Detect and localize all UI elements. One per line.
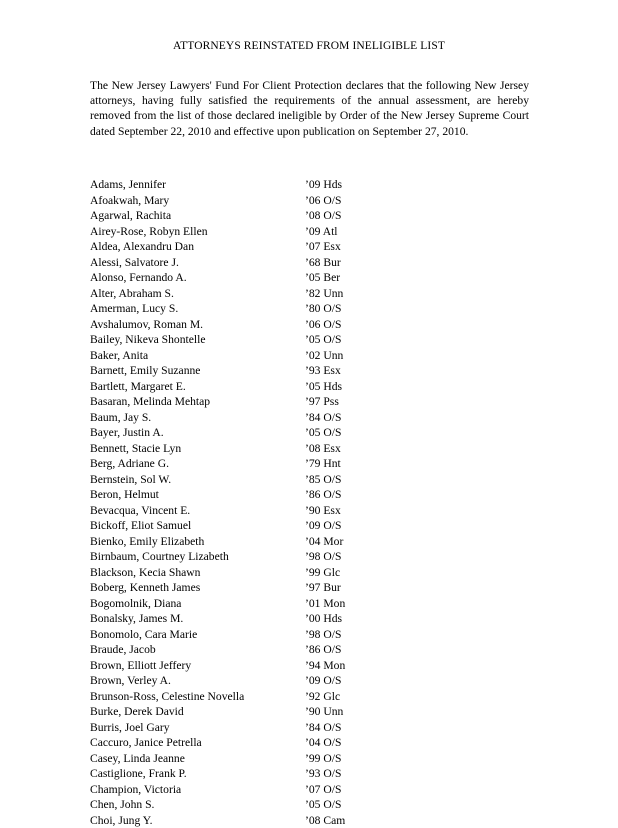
admission-year-county: ’07 O/S bbox=[305, 782, 341, 798]
list-item bbox=[90, 797, 530, 813]
attorney-name: Alessi, Salvatore J. bbox=[90, 255, 179, 271]
attorney-name: Boberg, Kenneth James bbox=[90, 580, 200, 596]
list-item bbox=[90, 208, 530, 224]
attorney-name: Blackson, Kecia Shawn bbox=[90, 565, 200, 581]
list-item bbox=[90, 270, 530, 286]
admission-year-county: ’79 Hnt bbox=[305, 456, 341, 472]
admission-year-county: ’99 O/S bbox=[305, 751, 341, 767]
list-item bbox=[90, 177, 530, 193]
admission-year-county: ’98 O/S bbox=[305, 549, 341, 565]
list-item bbox=[90, 627, 530, 643]
attorney-name: Adams, Jennifer bbox=[90, 177, 166, 193]
attorney-name: Alonso, Fernando A. bbox=[90, 270, 187, 286]
admission-year-county: ’85 O/S bbox=[305, 472, 341, 488]
admission-year-county: ’05 O/S bbox=[305, 332, 341, 348]
list-item bbox=[90, 596, 530, 612]
list-item bbox=[90, 286, 530, 302]
list-item bbox=[90, 379, 530, 395]
attorney-name: Brown, Elliott Jeffery bbox=[90, 658, 191, 674]
admission-year-county: ’05 Hds bbox=[305, 379, 342, 395]
list-item bbox=[90, 239, 530, 255]
admission-year-county: ’04 Mor bbox=[305, 534, 343, 550]
list-item bbox=[90, 472, 530, 488]
attorney-name: Bartlett, Margaret E. bbox=[90, 379, 186, 395]
admission-year-county: ’08 Cam bbox=[305, 813, 345, 828]
attorney-name: Basaran, Melinda Mehtap bbox=[90, 394, 210, 410]
attorney-name: Alter, Abraham S. bbox=[90, 286, 174, 302]
list-item bbox=[90, 193, 530, 209]
admission-year-county: ’97 Bur bbox=[305, 580, 341, 596]
admission-year-county: ’04 O/S bbox=[305, 735, 341, 751]
attorney-name: Bailey, Nikeva Shontelle bbox=[90, 332, 205, 348]
list-item bbox=[90, 565, 530, 581]
list-item bbox=[90, 394, 530, 410]
list-item bbox=[90, 658, 530, 674]
admission-year-county: ’09 Atl bbox=[305, 224, 338, 240]
attorney-name: Baum, Jay S. bbox=[90, 410, 151, 426]
attorney-name: Aldea, Alexandru Dan bbox=[90, 239, 194, 255]
attorney-name: Champion, Victoria bbox=[90, 782, 181, 798]
attorney-name: Choi, Jung Y. bbox=[90, 813, 153, 828]
list-item bbox=[90, 735, 530, 751]
list-item bbox=[90, 534, 530, 550]
admission-year-county: ’86 O/S bbox=[305, 642, 341, 658]
list-item bbox=[90, 363, 530, 379]
attorney-name: Airey-Rose, Robyn Ellen bbox=[90, 224, 208, 240]
attorney-name: Braude, Jacob bbox=[90, 642, 156, 658]
admission-year-county: ’08 Esx bbox=[305, 441, 341, 457]
admission-year-county: ’80 O/S bbox=[305, 301, 341, 317]
intro-paragraph: The New Jersey Lawyers' Fund For Client Protection declares that the following New Jersey attorneys, having fully satisfied the requirements of the annual assessment, are hereby removed from the list of those declared ineligible by Order of the New Jersey Supreme Court dated September 22, 2010 and effective upon publication on September 27, 2010. bbox=[90, 78, 529, 139]
list-item bbox=[90, 689, 530, 705]
attorney-name: Burke, Derek David bbox=[90, 704, 184, 720]
list-item bbox=[90, 766, 530, 782]
list-item bbox=[90, 425, 530, 441]
list-item bbox=[90, 704, 530, 720]
attorney-name: Bayer, Justin A. bbox=[90, 425, 164, 441]
list-item bbox=[90, 410, 530, 426]
list-item bbox=[90, 580, 530, 596]
attorney-name: Agarwal, Rachita bbox=[90, 208, 171, 224]
admission-year-county: ’01 Mon bbox=[305, 596, 345, 612]
list-item bbox=[90, 348, 530, 364]
admission-year-county: ’00 Hds bbox=[305, 611, 342, 627]
admission-year-county: ’02 Unn bbox=[305, 348, 343, 364]
list-item bbox=[90, 518, 530, 534]
attorney-name: Amerman, Lucy S. bbox=[90, 301, 178, 317]
attorney-name: Avshalumov, Roman M. bbox=[90, 317, 203, 333]
list-item bbox=[90, 673, 530, 689]
attorney-name: Bernstein, Sol W. bbox=[90, 472, 171, 488]
list-item bbox=[90, 642, 530, 658]
admission-year-county: ’06 O/S bbox=[305, 317, 341, 333]
admission-year-county: ’84 O/S bbox=[305, 720, 341, 736]
attorney-name: Barnett, Emily Suzanne bbox=[90, 363, 200, 379]
admission-year-county: ’68 Bur bbox=[305, 255, 341, 271]
admission-year-county: ’97 Pss bbox=[305, 394, 339, 410]
attorney-list bbox=[90, 177, 530, 828]
list-item bbox=[90, 224, 530, 240]
admission-year-county: ’05 O/S bbox=[305, 797, 341, 813]
attorney-name: Burris, Joel Gary bbox=[90, 720, 170, 736]
attorney-name: Brunson-Ross, Celestine Novella bbox=[90, 689, 244, 705]
attorney-name: Beron, Helmut bbox=[90, 487, 159, 503]
attorney-name: Brown, Verley A. bbox=[90, 673, 171, 689]
admission-year-county: ’98 O/S bbox=[305, 627, 341, 643]
admission-year-county: ’94 Mon bbox=[305, 658, 345, 674]
admission-year-county: ’93 Esx bbox=[305, 363, 341, 379]
admission-year-county: ’99 Glc bbox=[305, 565, 340, 581]
list-item bbox=[90, 441, 530, 457]
admission-year-county: ’05 O/S bbox=[305, 425, 341, 441]
page-title: ATTORNEYS REINSTATED FROM INELIGIBLE LIST bbox=[0, 39, 618, 53]
admission-year-county: ’86 O/S bbox=[305, 487, 341, 503]
admission-year-county: ’09 O/S bbox=[305, 673, 341, 689]
admission-year-county: ’92 Glc bbox=[305, 689, 340, 705]
list-item bbox=[90, 782, 530, 798]
admission-year-county: ’08 O/S bbox=[305, 208, 341, 224]
list-item bbox=[90, 317, 530, 333]
attorney-name: Bogomolnik, Diana bbox=[90, 596, 181, 612]
list-item bbox=[90, 301, 530, 317]
attorney-name: Afoakwah, Mary bbox=[90, 193, 169, 209]
admission-year-county: ’90 Unn bbox=[305, 704, 343, 720]
attorney-name: Bickoff, Eliot Samuel bbox=[90, 518, 191, 534]
list-item bbox=[90, 487, 530, 503]
admission-year-county: ’09 O/S bbox=[305, 518, 341, 534]
list-item bbox=[90, 332, 530, 348]
admission-year-county: ’93 O/S bbox=[305, 766, 341, 782]
attorney-name: Birnbaum, Courtney Lizabeth bbox=[90, 549, 229, 565]
list-item bbox=[90, 611, 530, 627]
list-item bbox=[90, 503, 530, 519]
list-item bbox=[90, 813, 530, 828]
admission-year-county: ’05 Ber bbox=[305, 270, 340, 286]
admission-year-county: ’84 O/S bbox=[305, 410, 341, 426]
attorney-name: Bevacqua, Vincent E. bbox=[90, 503, 190, 519]
list-item bbox=[90, 549, 530, 565]
admission-year-county: ’82 Unn bbox=[305, 286, 343, 302]
admission-year-county: ’90 Esx bbox=[305, 503, 341, 519]
list-item bbox=[90, 456, 530, 472]
list-item bbox=[90, 751, 530, 767]
admission-year-county: ’09 Hds bbox=[305, 177, 342, 193]
attorney-name: Chen, John S. bbox=[90, 797, 154, 813]
attorney-name: Bonomolo, Cara Marie bbox=[90, 627, 197, 643]
attorney-name: Bonalsky, James M. bbox=[90, 611, 183, 627]
attorney-name: Bienko, Emily Elizabeth bbox=[90, 534, 204, 550]
attorney-name: Casey, Linda Jeanne bbox=[90, 751, 185, 767]
attorney-name: Caccuro, Janice Petrella bbox=[90, 735, 202, 751]
attorney-name: Baker, Anita bbox=[90, 348, 148, 364]
attorney-name: Berg, Adriane G. bbox=[90, 456, 169, 472]
admission-year-county: ’07 Esx bbox=[305, 239, 341, 255]
list-item bbox=[90, 720, 530, 736]
attorney-name: Bennett, Stacie Lyn bbox=[90, 441, 181, 457]
attorney-name: Castiglione, Frank P. bbox=[90, 766, 187, 782]
admission-year-county: ’06 O/S bbox=[305, 193, 341, 209]
list-item bbox=[90, 255, 530, 271]
